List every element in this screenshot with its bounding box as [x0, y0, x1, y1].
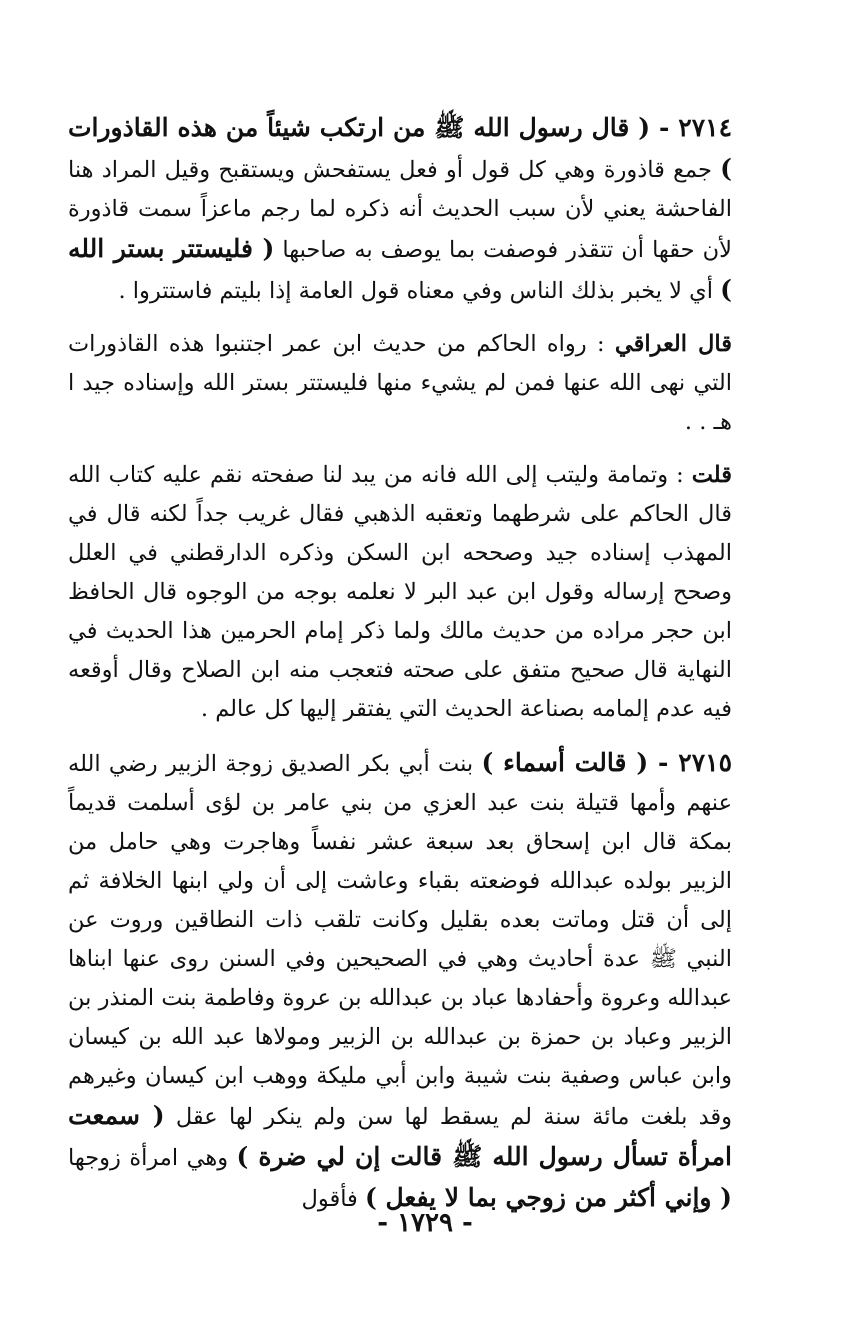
qultu-heading: قلت: [691, 462, 732, 488]
paragraph-2714-body: جمع قاذورة وهي كل قول أو فعل يستفحش ويستقبح وقيل المراد هنا الفاحشة يعني لأن سبب الحديث أنه ذكره لما رجم ماعزاً سمت قاذورة لأن حقها أن تتقذر فوصفت بما يوصف به صاحبها: [68, 157, 732, 263]
paragraph-2714-emphasis: ( فليستتر بستر الله ): [68, 234, 732, 304]
paragraph-iraqi: [68, 325, 732, 442]
paragraph-2715-tail: فأقول: [301, 1186, 365, 1212]
paragraph-2715: [68, 743, 732, 1219]
hadith-heading-2714: ٢٧١٤ - ( قال رسول الله ﷺ من ارتكب شيئاً من هذه القاذورات ): [68, 113, 732, 183]
hadith-heading-2715: ٢٧١٥ - ( قالت أسماء ): [481, 748, 732, 777]
paragraph-2714: [68, 108, 732, 311]
paragraph-2715-emphasis-2: ( وإني أكثر من زوجي بما لا يفعل ): [364, 1183, 732, 1212]
paragraph-2714-tail: أي لا يخبر بذلك الناس وفي معناه قول العامة إذا بليتم فاستتروا .: [118, 278, 721, 304]
iraqi-heading: قال العراقي: [614, 331, 732, 357]
paragraph-qultu-body: : وتمامة وليتب إلى الله فانه من يبد لنا صفحته نقم عليه كتاب الله قال الحاكم على شرطهما وتعقبه الذهبي فقال غريب جداً لكنه قال في المهذب إسناده جيد وصححه ابن السكن وذكره الدارقطني في العلل وصحح إرساله وقول ابن عبد البر لا نعلمه بوجه من الوجوه قال الحافظ ابن حجر مراده من حديث مالك ولما ذكر إمام الحرمين هذا الحديث في النهاية قال صحيح متفق على صحته فتعجب منه ابن الصلاح وقال أوقعه فيه عدم إلمامه بصناعة الحديث التي يفتقر إليها كل عالم .: [68, 462, 732, 722]
page-content: [68, 102, 732, 1262]
paragraph-2715-body: بنت أبي بكر الصديق زوجة الزبير رضي الله عنهم وأمها قتيلة بنت عبد العزي من بني عامر بن لؤى أسلمت قديماً بمكة قال ابن إسحاق بعد سبعة عشر نفساً وهاجرت وهي حامل من الزبير بولده عبدالله فوضعته بقباء وعاشت إلى أن ولي ابنها الخلافة ثم إلى أن قتل وماتت بعده بقليل وكانت تلقب ذات النطاقين وروت عن النبي ﷺ عدة أحاديث وهي في الصحيحين وفي السنن روى عنها ابناها عبدالله وعروة وأحفادها عباد بن عبدالله بن عروة وفاطمة بنت المنذر بن الزبير وعباد بن حمزة بن عبدالله بن الزبير ومولاها عبد الله بن كيسان وابن عباس وصفية بنت شيبة وابن أبي مليكة ووهب ابن كيسان وغيرهم وقد بلغت مائة سنة لم يسقط لها سن ولم ينكر لها عقل: [68, 751, 732, 1130]
paragraph-2715-emphasis: ( سمعت امرأة تسأل رسول الله ﷺ قالت إن لي ضرة ): [68, 1101, 732, 1171]
paragraph-2715-mid: وهي امرأة زوجها: [68, 1145, 237, 1171]
paragraph-qultu: [68, 456, 732, 729]
paragraph-iraqi-body: : رواه الحاكم من حديث ابن عمر اجتنبوا هذه القاذورات التي نهى الله عنها فمن لم يشيء منها فليستتر بستر الله وإسناده جيد ا هـ . .: [68, 331, 732, 435]
page-number: - ١٧٢٩ -: [377, 1208, 473, 1238]
